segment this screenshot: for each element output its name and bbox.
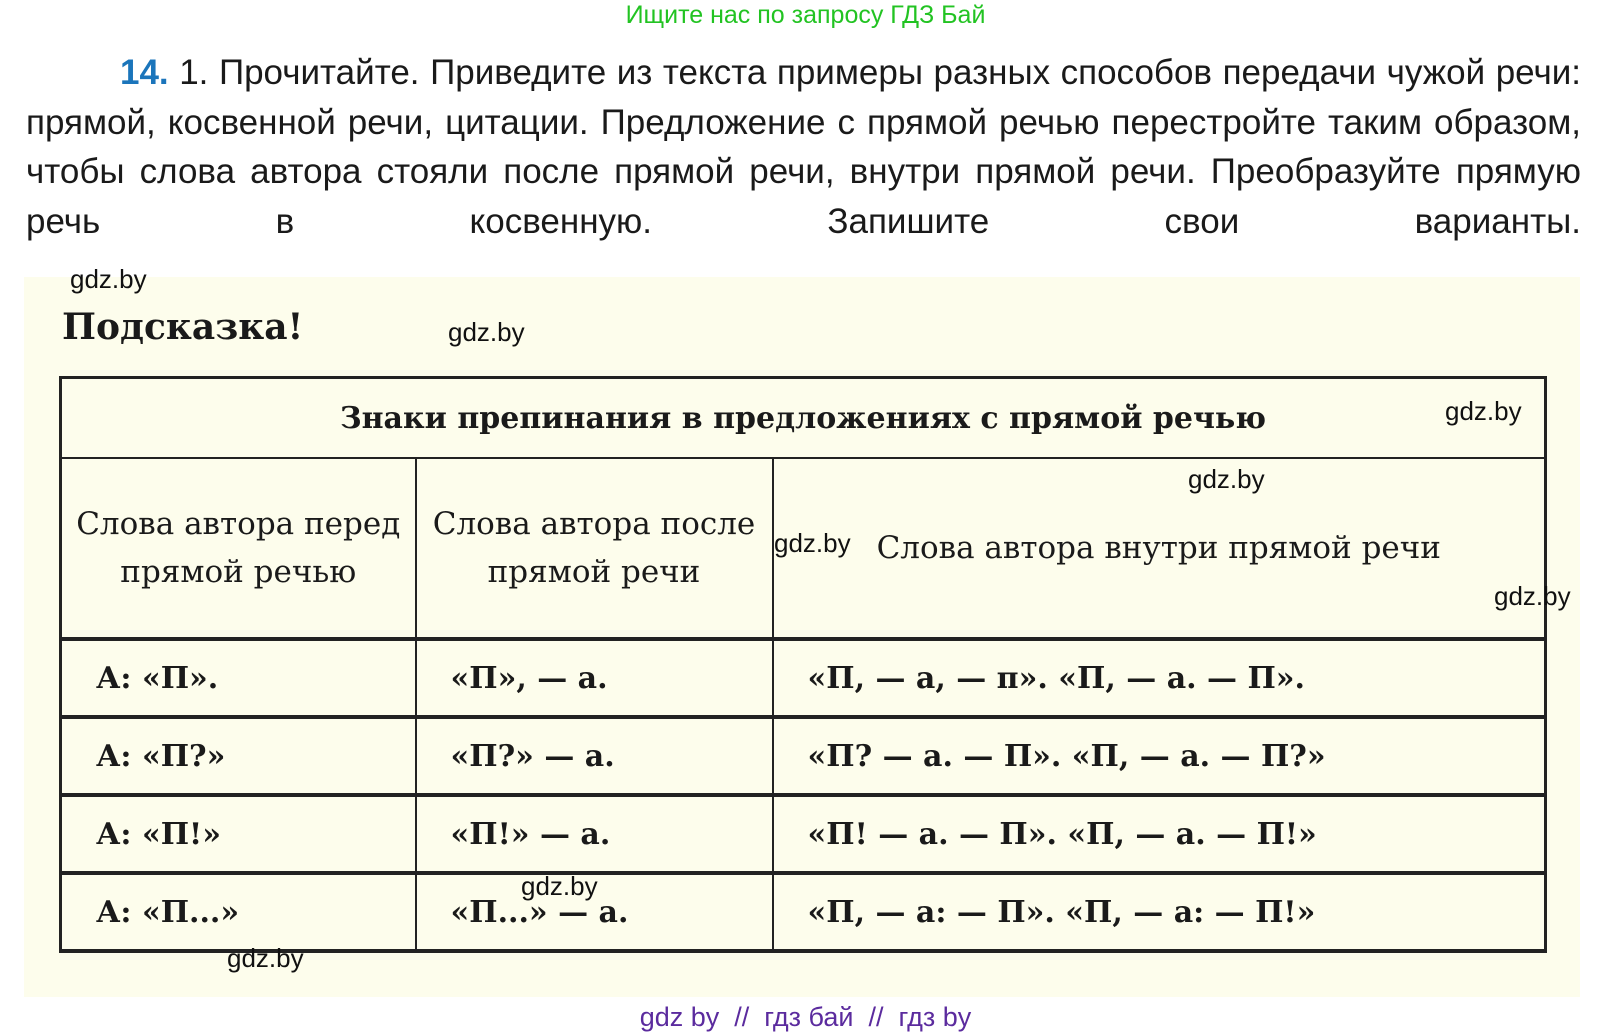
- hint-title: Подсказка!: [62, 306, 304, 348]
- table-row: [61, 873, 1546, 951]
- table-row: [61, 795, 1546, 873]
- column-header: Слова автора перед прямой речью: [61, 458, 416, 639]
- table-cell: А: «П?»: [61, 717, 416, 795]
- table-cell: А: «П!»: [61, 795, 416, 873]
- table-row: [61, 639, 1546, 717]
- table-cell: «П», — а.: [416, 639, 773, 717]
- table-cell: «П, — а, — п». «П, — а. — П».: [773, 639, 1546, 717]
- search-banner: Ищите нас по запросу ГДЗ Бай: [625, 1, 986, 29]
- watermark: gdz.by: [521, 871, 598, 901]
- task-number: 14.: [120, 53, 169, 92]
- table-cell: «П, — а: — П». «П, — а: — П!»: [773, 873, 1546, 951]
- table-row: [61, 717, 1546, 795]
- task-body: 1. Прочитайте. Приведите из текста примеры разных способов передачи чужой речи: прямой, косвенной речи, цитации. Предложение с прямой речью перестройте таким образом, чтобы слова автора стояли после прямой речи, внутри прямой речи. Преобразуйте прямую речь в косвенную. Запишите свои варианты.: [26, 53, 1581, 241]
- punctuation-table: [59, 376, 1547, 953]
- column-header: Слова автора внутри прямой речи: [773, 458, 1546, 639]
- task-text: [26, 48, 1581, 246]
- watermark: gdz.by: [227, 943, 304, 973]
- watermark: gdz.by: [448, 317, 525, 347]
- table-title: Знаки препинания в предложениях с прямой речью: [61, 378, 1546, 459]
- table-cell: «П!» — а.: [416, 795, 773, 873]
- table-cell: «П! — а. — П». «П, — а. — П!»: [773, 795, 1546, 873]
- footer-watermark: gdz by // гдз бай // гдз by: [639, 1002, 972, 1032]
- table-cell: «П? — а. — П». «П, — а. — П?»: [773, 717, 1546, 795]
- table-cell: А: «П...»: [61, 873, 416, 951]
- watermark: gdz.by: [1188, 464, 1265, 494]
- watermark: gdz.by: [70, 264, 147, 294]
- watermark: gdz.by: [1494, 581, 1571, 611]
- table-cell: «П...» — а.: [416, 873, 773, 951]
- watermark: gdz.by: [1445, 396, 1522, 426]
- column-header: Слова автора после прямой речи: [416, 458, 773, 639]
- table-cell: «П?» — а.: [416, 717, 773, 795]
- watermark: gdz.by: [774, 528, 851, 558]
- table-cell: А: «П».: [61, 639, 416, 717]
